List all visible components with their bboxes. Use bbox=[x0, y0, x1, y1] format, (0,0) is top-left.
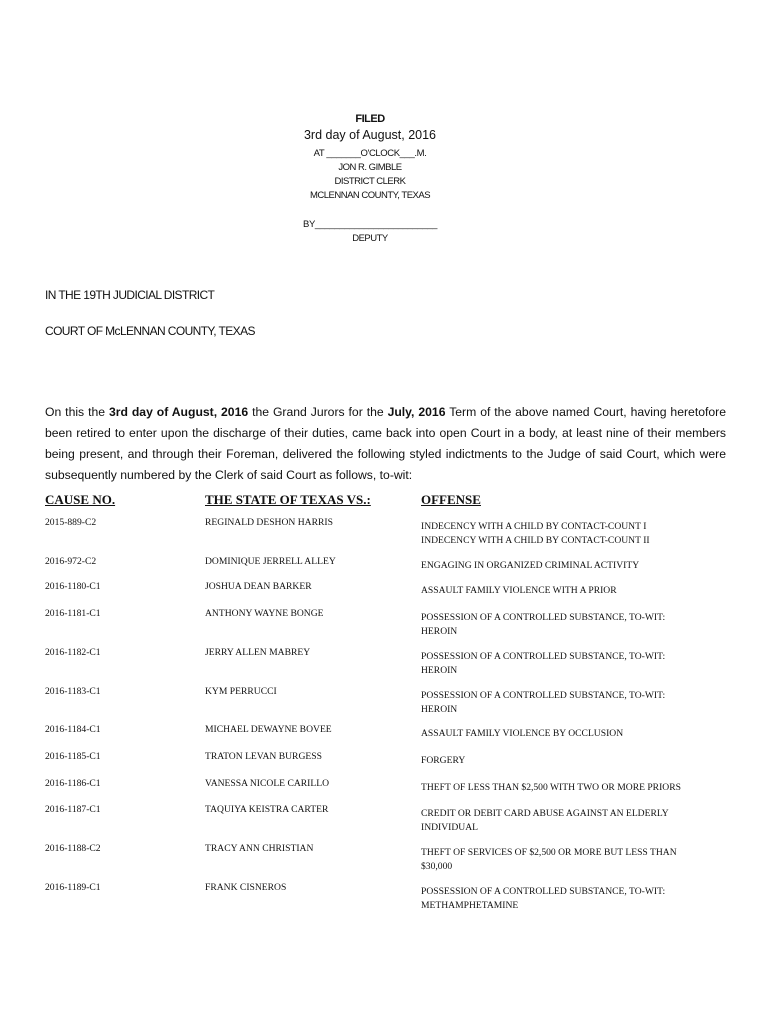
caption-county: COURT OF McLENNAN COUNTY, TEXAS bbox=[45, 324, 255, 338]
cause-number: 2016-1182-C1 bbox=[45, 647, 101, 658]
defendant-name: VANESSA NICOLE CARILLO bbox=[205, 778, 330, 789]
cause-number: 2016-1184-C1 bbox=[45, 724, 101, 735]
defendant-name: TRATON LEVAN BURGESS bbox=[205, 751, 322, 762]
defendant-name: TAQUIYA KEISTRA CARTER bbox=[205, 804, 329, 815]
offense: POSSESSION OF A CONTROLLED SUBSTANCE, TO-WIT: HEROIN bbox=[421, 651, 666, 676]
defendant-name: KYM PERRUCCI bbox=[205, 686, 277, 697]
cause-number: 2016-1187-C1 bbox=[45, 804, 101, 815]
offense: ASSAULT FAMILY VIOLENCE BY OCCLUSION bbox=[421, 728, 624, 739]
header-cause-no: CAUSE NO. bbox=[45, 492, 116, 507]
offense: POSSESSION OF A CONTROLLED SUBSTANCE, TO-WIT: METHAMPHETAMINE bbox=[421, 886, 666, 911]
cause-number: 2016-1180-C1 bbox=[45, 581, 101, 592]
cause-number: 2015-889-C2 bbox=[45, 517, 97, 528]
offense: POSSESSION OF A CONTROLLED SUBSTANCE, TO-WIT: HEROIN bbox=[421, 612, 666, 637]
cause-number: 2016-1189-C1 bbox=[45, 882, 101, 893]
cause-number: 2016-1188-C2 bbox=[45, 843, 101, 854]
deputy-signature-line: BY_________________________ bbox=[303, 219, 437, 230]
defendant-name: JERRY ALLEN MABREY bbox=[205, 647, 311, 658]
offense: THEFT OF LESS THAN $2,500 WITH TWO OR MORE PRIORS bbox=[421, 782, 681, 793]
defendant-name: DOMINIQUE JERRELL ALLEY bbox=[205, 556, 336, 567]
header-offense: OFFENSE bbox=[421, 492, 481, 507]
filed-date: 3rd day of August, 2016 bbox=[303, 128, 437, 142]
header-defendant: THE STATE OF TEXAS VS.: bbox=[205, 492, 371, 507]
defendant-name: REGINALD DESHON HARRIS bbox=[205, 517, 333, 528]
cause-number: 2016-1185-C1 bbox=[45, 751, 101, 762]
offense: POSSESSION OF A CONTROLLED SUBSTANCE, TO-WIT: HEROIN bbox=[421, 690, 666, 715]
offense: INDECENCY WITH A CHILD BY CONTACT-COUNT I INDECENCY WITH A CHILD BY CONTACT-COUNT II bbox=[421, 521, 650, 546]
defendant-name: TRACY ANN CHRISTIAN bbox=[205, 843, 314, 854]
caption-district: IN THE 19TH JUDICIAL DISTRICT bbox=[45, 288, 215, 302]
filed-time-line: AT _______O'CLOCK___.M. bbox=[313, 148, 427, 159]
offense: FORGERY bbox=[421, 755, 466, 766]
preamble-text-1: On this the bbox=[45, 405, 109, 419]
deputy-label: DEPUTY bbox=[352, 233, 388, 244]
preamble-text-3: Term of the above named Court, having heretofore been retired to enter upon the discharge of their duties, came back into open Court in a body, at least nine of their members being present, and through their Foreman, delivered the following styled indictments to the Judge of said Court, which were subsequently numbered by the Clerk of said Court as follows, to-wit: bbox=[45, 405, 726, 482]
cause-number: 2016-1186-C1 bbox=[45, 778, 101, 789]
clerk-county: MCLENNAN COUNTY, TEXAS bbox=[309, 190, 431, 201]
cause-number: 2016-1183-C1 bbox=[45, 686, 101, 697]
cause-number: 2016-1181-C1 bbox=[45, 608, 101, 619]
clerk-title: DISTRICT CLERK bbox=[334, 176, 406, 187]
preamble-term: July, 2016 bbox=[387, 405, 446, 419]
preamble-text-2: the Grand Jurors for the bbox=[248, 405, 388, 419]
offense: THEFT OF SERVICES OF $2,500 OR MORE BUT LESS THAN $30,000 bbox=[421, 847, 677, 872]
defendant-name: ANTHONY WAYNE BONGE bbox=[205, 608, 324, 619]
clerk-name: JON R. GIMBLE bbox=[338, 162, 402, 173]
offense: CREDIT OR DEBIT CARD ABUSE AGAINST AN ELDERLY INDIVIDUAL bbox=[421, 808, 669, 833]
defendant-name: FRANK CISNEROS bbox=[205, 882, 287, 893]
preamble-date: 3rd day of August, 2016 bbox=[108, 405, 249, 419]
defendant-name: MICHAEL DEWAYNE BOVEE bbox=[205, 724, 332, 735]
preamble-paragraph bbox=[45, 402, 726, 486]
defendant-name: JOSHUA DEAN BARKER bbox=[205, 581, 312, 592]
cause-number: 2016-972-C2 bbox=[45, 556, 97, 567]
filed-label: FILED bbox=[355, 113, 385, 125]
offense: ASSAULT FAMILY VIOLENCE WITH A PRIOR bbox=[421, 585, 617, 596]
offense: ENGAGING IN ORGANIZED CRIMINAL ACTIVITY bbox=[421, 560, 640, 571]
